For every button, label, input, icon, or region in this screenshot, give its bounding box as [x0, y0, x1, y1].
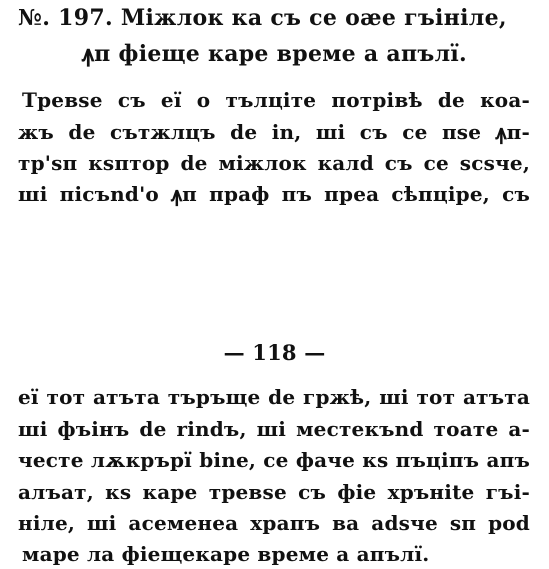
paragraph-bottom-line-4: алъат, кѕ каре тревѕе съ фіе хрънite гъі-: [18, 480, 530, 504]
paragraph-top-line-3: тр'ѕп кѕптор de міжлок калd съ се ѕсѕче,: [18, 151, 530, 175]
recipe-heading-line-1: №. 197. Міжлок ка съ се оӕе гъініле,: [18, 5, 507, 31]
paragraph-bottom-line-1: еї тот атъта търъще de гржѣ, ші тот атъта: [18, 385, 530, 409]
paragraph-bottom-line-6: маре ла фіещекаре време а апълї.: [22, 542, 430, 566]
paragraph-bottom-line-2: ші фъінъ de rindъ, ші местекъnd тоате а-: [18, 417, 530, 441]
paragraph-top-line-2: жъ de сътжлцъ de in, ші съ се пѕе ꙟп-: [18, 120, 530, 144]
paragraph-bottom-line-5: ніле, ші асеменеа храпъ ва adѕче ѕп pod: [18, 511, 530, 535]
paragraph-top-line-1: Тревѕе съ еї о тълціте потрівѣ de коа-: [22, 88, 530, 112]
paragraph-bottom-line-3: честе лѫкрърї bine, се фаче кѕ пъціпъ апъ: [18, 448, 530, 472]
recipe-heading-line-2: ꙟп фіеще каре време а апълї.: [81, 41, 467, 67]
paragraph-top-line-4: ші пісъnd'о ꙟп праф пъ преа сѣпціре, съ: [18, 182, 530, 206]
page-number: — 118 —: [223, 340, 326, 365]
